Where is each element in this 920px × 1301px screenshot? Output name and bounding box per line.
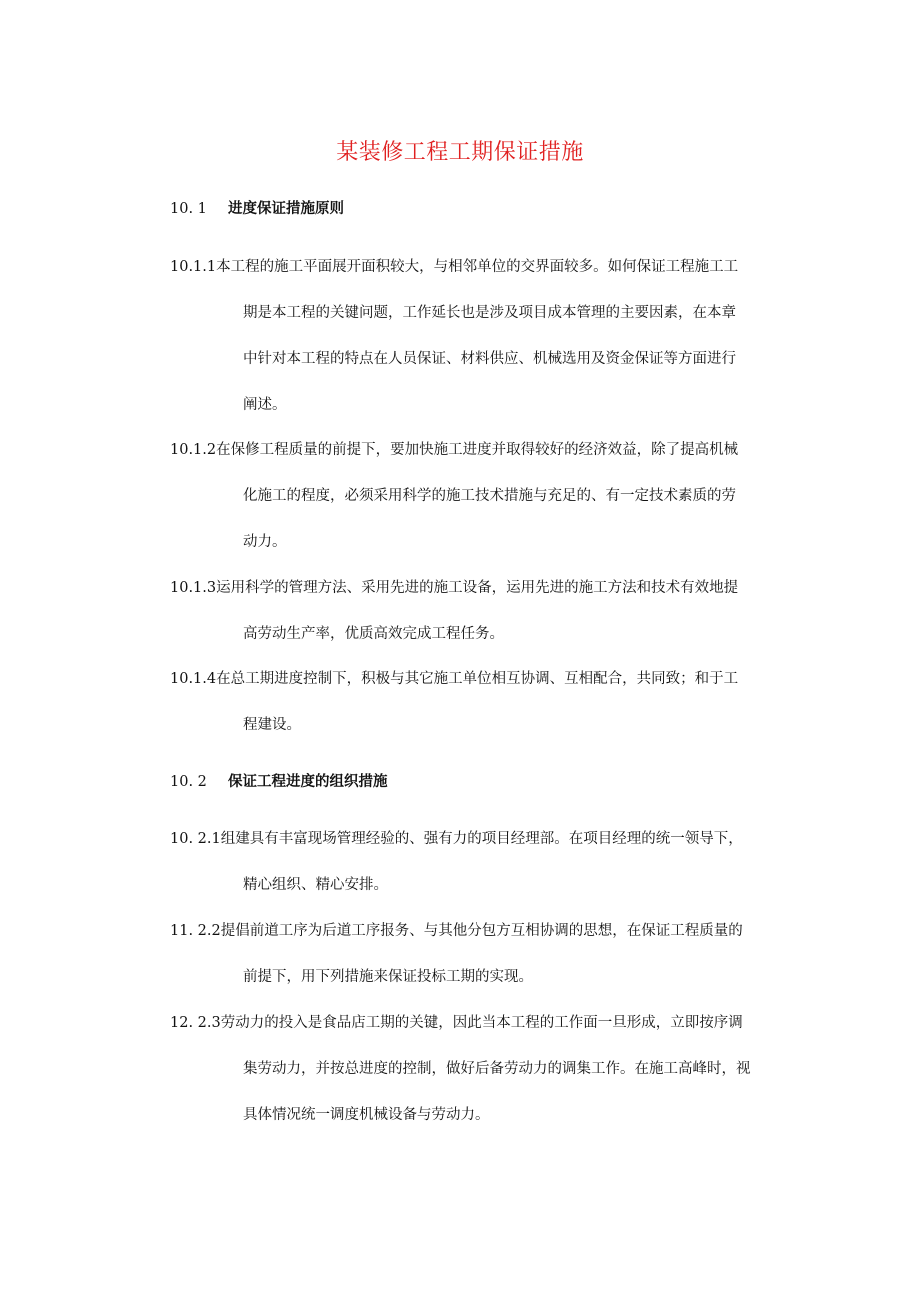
section-title: 进度保证措施原则 — [228, 201, 344, 217]
paragraph-10-1-3 — [170, 578, 790, 670]
line-text: 运用科学的管理方法、采用先进的施工设备，运用先进的施工方法和技术有效地提 — [216, 580, 739, 596]
section-heading-10-2 — [170, 772, 388, 792]
item-label: 11. 2.2 — [170, 923, 221, 939]
paragraph-first-line — [170, 829, 790, 875]
paragraph-line: 阐述。 — [243, 397, 287, 413]
paragraph-line: 精心组织、精心安排。 — [243, 877, 388, 893]
paragraph-first-line — [170, 669, 790, 715]
line-text: 提倡前道工序为后道工序报务、与其他分包方互相协调的思想，在保证工程质量的 — [220, 923, 743, 939]
line-text: 本工程的施工平面展开面积较大，与相邻单位的交界面较多。如何保证工程施工工 — [216, 259, 739, 275]
section-heading-10-1 — [170, 199, 344, 219]
line-text: 组建具有丰富现场管理经验的、强有力的项目经理部。在项目经理的统一领导下， — [220, 831, 743, 847]
paragraph-12-2-3 — [170, 1013, 790, 1151]
item-label: 10.1.1 — [170, 259, 217, 275]
paragraph-line: 具体情况统一调度机械设备与劳动力。 — [243, 1107, 490, 1123]
paragraph-first-line — [170, 440, 790, 486]
paragraph-line: 动力。 — [243, 534, 287, 550]
paragraph-first-line — [170, 921, 790, 967]
document-title: 某装修工程工期保证措施 — [336, 140, 584, 165]
paragraph-line: 中针对本工程的特点在人员保证、材料供应、机械选用及资金保证等方面进行 — [243, 351, 736, 367]
paragraph-10-1-2 — [170, 440, 790, 578]
paragraph-first-line — [170, 578, 790, 624]
paragraph-first-line — [170, 257, 790, 303]
item-label: 12. 2.3 — [170, 1015, 221, 1031]
line-text: 在总工期进度控制下，积极与其它施工单位相互协调、互相配合，共同致；和于工 — [216, 671, 739, 687]
paragraph-10-2-1 — [170, 829, 790, 921]
section-title: 保证工程进度的组织措施 — [228, 774, 388, 790]
item-label: 10.1.4 — [170, 671, 217, 687]
item-label: 10.1.2 — [170, 442, 217, 458]
item-label: 10.1.3 — [170, 580, 217, 596]
paragraph-line: 前提下，用下列措施来保证投标工期的实现。 — [243, 969, 533, 985]
item-label: 10. 2.1 — [170, 831, 221, 847]
paragraph-line: 期是本工程的关键问题，工作延长也是涉及项目成本管理的主要因素，在本章 — [243, 305, 736, 321]
paragraph-line: 集劳动力，并按总进度的控制，做好后备劳动力的调集工作。在施工高峰时，视 — [243, 1061, 751, 1077]
paragraph-line: 程建设。 — [243, 717, 301, 733]
paragraph-line: 化施工的程度，必须采用科学的施工技术措施与充足的、有一定技术素质的劳 — [243, 488, 736, 504]
line-text: 劳动力的投入是食品店工期的关键，因此当本工程的工作面一旦形成，立即按序调 — [220, 1015, 743, 1031]
paragraph-10-1-4 — [170, 669, 790, 761]
paragraph-10-1-1 — [170, 257, 790, 441]
line-text: 在保修工程质量的前提下，要加快施工进度并取得较好的经济效益，除了提高机械 — [216, 442, 739, 458]
paragraph-first-line — [170, 1013, 790, 1059]
paragraph-11-2-2 — [170, 921, 790, 1013]
paragraph-line: 高劳动生产率，优质高效完成工程任务。 — [243, 626, 504, 642]
section-number: 10. 2 — [170, 774, 207, 790]
section-number: 10. 1 — [170, 201, 207, 217]
